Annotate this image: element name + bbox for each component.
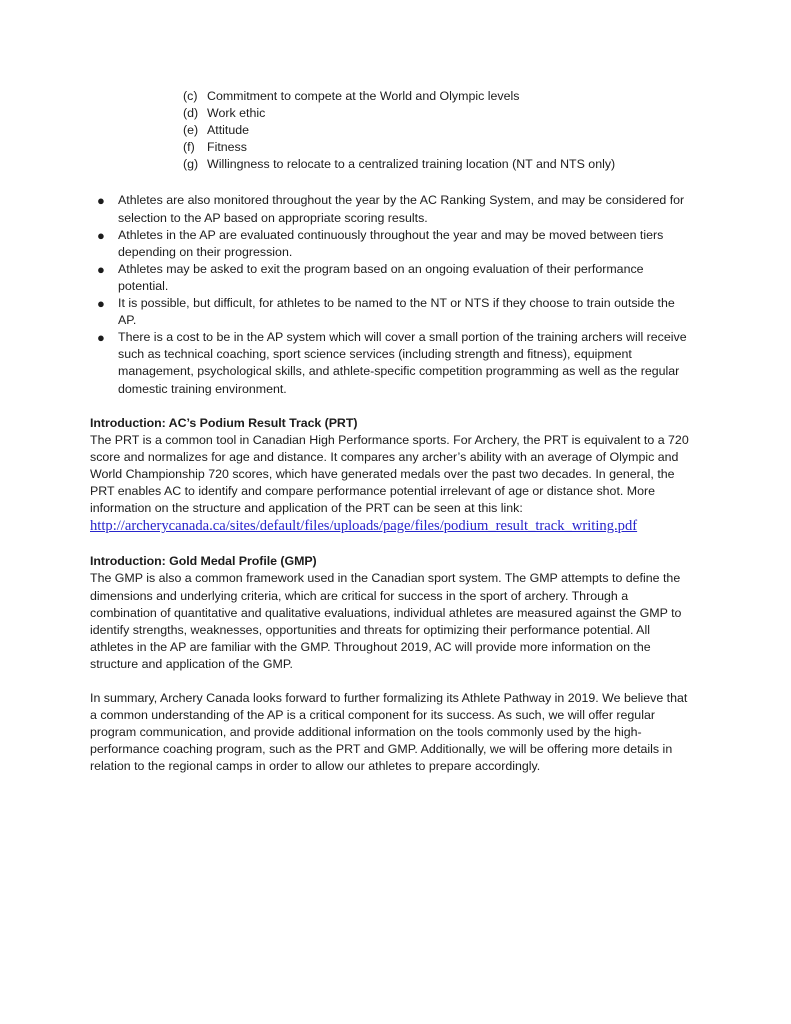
list-item-text: Athletes may be asked to exit the program based on an ongoing evaluation of their performance potential. (118, 261, 644, 293)
section-body-gmp: The GMP is also a common framework used in the Canadian sport system. The GMP attempts to define the dimensions and underlying criteria, which are critical for success in the sport of archery. Through a combination of quantitative and qualitative evaluations, individual athletes are measured against the GMP to identify strengths, weaknesses, opportunities and threats for optimizing their performance potential. All athletes in the AP are familiar with the GMP. Throughout 2019, AC will provide more information on the structure and application of the GMP. (90, 571, 682, 671)
bullet-icon: ● (97, 227, 105, 243)
athlete-pathway-notes-list (90, 192, 695, 397)
bullet-icon: ● (97, 296, 105, 312)
list-item (90, 156, 695, 173)
section-heading-prt: Introduction: AC’s Podium Result Track (PRT) (90, 415, 358, 430)
list-marker: (d) (183, 106, 199, 121)
section-body-prt: The PRT is a common tool in Canadian High Performance sports. For Archery, the PRT is equivalent to a 720 score and normalizes for age and distance. It compares any archer’s ability with an average of Olympic and World Championship 720 scores, which have generated medals over the past two decades. In general, the PRT enables AC to identify and compare performance potential irrelevant of age or distance shot. More information on the structure and application of the PRT can be seen at this link: (90, 432, 689, 516)
list-item-text: Work ethic (207, 106, 266, 121)
list-item (90, 88, 695, 105)
list-item-text: Athletes in the AP are evaluated continuously throughout the year and may be moved between tiers depending on their progression. (118, 227, 664, 259)
section-body-summary: In summary, Archery Canada looks forward to further formalizing its Athlete Pathway in 2019. We believe that a common understanding of the AP is a critical component for its success. As such, we will offer regular program communication, and provide additional information on the tools commonly used by the high-performance coaching program, such as the PRT and GMP. Additionally, we will be offering more details in relation to the regional camps in order to allow our athletes to prepare accordingly. (90, 691, 688, 774)
list-item (90, 192, 695, 226)
bullet-icon: ● (97, 193, 105, 209)
prt-link-line (90, 517, 695, 536)
document-text-body (90, 88, 695, 776)
list-item-text: Commitment to compete at the World and Olympic levels (207, 89, 520, 103)
section-heading-gmp: Introduction: Gold Medal Profile (GMP) (90, 554, 317, 569)
list-item (90, 139, 695, 156)
list-marker: (f) (183, 140, 195, 155)
section-summary (90, 690, 695, 775)
list-item (90, 295, 695, 329)
prt-document-link[interactable]: http://archerycanada.ca/sites/default/files/uploads/page/files/podium_result_track_writing.pdf (90, 518, 638, 535)
bullet-icon: ● (97, 330, 105, 346)
list-item (90, 227, 695, 261)
bullet-icon: ● (97, 261, 105, 277)
list-item (90, 261, 695, 295)
criteria-sub-list (90, 88, 695, 173)
list-item-text: Attitude (207, 123, 250, 138)
list-item-text: Fitness (207, 140, 247, 155)
section-gmp (90, 553, 695, 673)
list-item (90, 105, 695, 122)
list-item-text: Athletes are also monitored throughout the year by the AC Ranking System, and may be considered for selection to the AP based on appropriate scoring results. (118, 193, 685, 225)
list-item (90, 122, 695, 139)
list-item-text: There is a cost to be in the AP system which will cover a small portion of the training archers will receive such as technical coaching, sport science services (including strength and fitness), equipment management, psychological skills, and athlete-specific competition programming as well as the regular domestic training environment. (118, 330, 687, 396)
list-item-text: Willingness to relocate to a centralized training location (NT and NTS only) (207, 157, 616, 172)
list-item (90, 329, 695, 397)
list-item-text: It is possible, but difficult, for athletes to be named to the NT or NTS if they choose to train outside the AP. (118, 296, 675, 328)
list-marker: (e) (183, 123, 199, 138)
list-marker: (g) (183, 157, 199, 172)
section-prt (90, 415, 695, 537)
list-marker: (c) (183, 89, 198, 103)
paragraph-spacer (90, 673, 695, 690)
paragraph-spacer (90, 536, 695, 553)
